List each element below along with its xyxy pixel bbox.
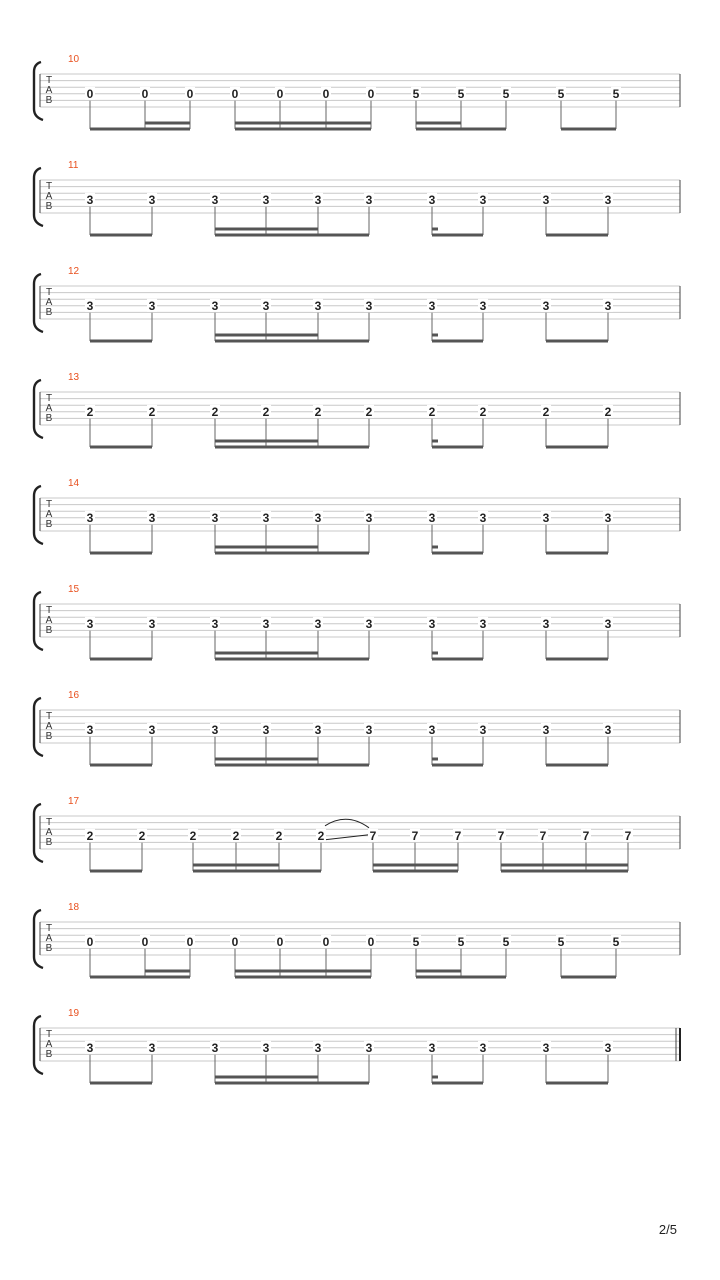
tab-clef-letter: A — [45, 827, 53, 838]
tab-clef-letter: A — [45, 403, 53, 414]
fret-number: 3 — [428, 192, 436, 207]
fret-number: 2 — [86, 828, 94, 843]
fret-number: 3 — [148, 616, 156, 631]
tab-clef-letter: A — [45, 933, 53, 944]
fret-number: 5 — [457, 86, 465, 101]
fret-number: 3 — [86, 298, 94, 313]
fret-number: 3 — [262, 722, 270, 737]
tab-clef-letter: B — [45, 1049, 53, 1060]
fret-number: 2 — [232, 828, 240, 843]
tab-clef-letter: B — [45, 413, 53, 424]
fret-number: 3 — [365, 192, 373, 207]
fret-number: 0 — [231, 934, 239, 949]
system-bracket — [34, 274, 43, 332]
system-bracket — [34, 804, 43, 862]
fret-number: 3 — [365, 722, 373, 737]
fret-number: 3 — [604, 1040, 612, 1055]
fret-number: 3 — [211, 298, 219, 313]
fret-number: 3 — [148, 298, 156, 313]
tab-clef-letter: T — [45, 499, 53, 510]
fret-number: 3 — [365, 510, 373, 525]
fret-number: 5 — [412, 86, 420, 101]
fret-number: 3 — [262, 298, 270, 313]
fret-number: 3 — [86, 722, 94, 737]
fret-number: 3 — [211, 1040, 219, 1055]
fret-number: 3 — [211, 192, 219, 207]
fret-number: 3 — [314, 510, 322, 525]
fret-number: 5 — [612, 86, 620, 101]
fret-number: 2 — [604, 404, 612, 419]
fret-number: 3 — [428, 1040, 436, 1055]
fret-number: 3 — [604, 510, 612, 525]
tab-clef-letter: T — [45, 287, 53, 298]
fret-number: 0 — [276, 86, 284, 101]
fret-number: 3 — [314, 192, 322, 207]
tab-clef-letter: B — [45, 95, 53, 106]
fret-number: 2 — [542, 404, 550, 419]
fret-number: 3 — [604, 298, 612, 313]
fret-number: 0 — [141, 86, 149, 101]
fret-number: 3 — [86, 1040, 94, 1055]
fret-number: 3 — [314, 616, 322, 631]
measure-number: 13 — [68, 372, 80, 383]
fret-number: 3 — [479, 1040, 487, 1055]
fret-number: 5 — [557, 934, 565, 949]
fret-number: 7 — [539, 828, 547, 843]
system-bracket — [34, 380, 43, 438]
fret-number: 3 — [314, 1040, 322, 1055]
fret-number: 3 — [211, 510, 219, 525]
tab-clef-letter: B — [45, 307, 53, 318]
tab-clef-letter: A — [45, 721, 53, 732]
fret-number: 7 — [582, 828, 590, 843]
fret-number: 3 — [604, 722, 612, 737]
fret-number: 5 — [502, 934, 510, 949]
tab-clef-letter: B — [45, 519, 53, 530]
fret-number: 7 — [497, 828, 505, 843]
fret-number: 3 — [262, 192, 270, 207]
fret-number: 2 — [138, 828, 146, 843]
system-bracket — [34, 486, 43, 544]
tab-clef-letter: B — [45, 943, 53, 954]
measure-number: 15 — [68, 584, 80, 595]
fret-number: 7 — [411, 828, 419, 843]
tab-clef-letter: B — [45, 837, 53, 848]
fret-number: 5 — [612, 934, 620, 949]
fret-number: 3 — [148, 722, 156, 737]
fret-number: 0 — [322, 86, 330, 101]
tab-clef-letter: A — [45, 191, 53, 202]
fret-number: 2 — [365, 404, 373, 419]
fret-number: 3 — [86, 192, 94, 207]
measure-number: 11 — [68, 160, 79, 171]
fret-number: 0 — [141, 934, 149, 949]
fret-number: 3 — [262, 616, 270, 631]
fret-number: 0 — [231, 86, 239, 101]
tab-clef-letter: A — [45, 85, 53, 96]
fret-number: 3 — [365, 298, 373, 313]
fret-number: 2 — [148, 404, 156, 419]
system-bracket — [34, 1016, 43, 1074]
fret-number: 0 — [186, 86, 194, 101]
fret-number: 2 — [211, 404, 219, 419]
fret-number: 3 — [604, 192, 612, 207]
fret-number: 0 — [86, 86, 94, 101]
fret-number: 7 — [369, 828, 377, 843]
fret-number: 3 — [428, 722, 436, 737]
tab-clef-letter: A — [45, 509, 53, 520]
fret-number: 3 — [86, 616, 94, 631]
fret-number: 3 — [314, 722, 322, 737]
fret-number: 3 — [148, 1040, 156, 1055]
fret-number: 5 — [412, 934, 420, 949]
fret-number: 3 — [262, 1040, 270, 1055]
fret-number: 2 — [314, 404, 322, 419]
fret-number: 2 — [428, 404, 436, 419]
fret-number: 3 — [604, 616, 612, 631]
page-number: 2/5 — [658, 1222, 677, 1237]
fret-number: 2 — [189, 828, 197, 843]
tab-clef-letter: B — [45, 625, 53, 636]
measure-number: 14 — [68, 478, 80, 489]
tab-clef-letter: T — [45, 817, 53, 828]
fret-number: 0 — [186, 934, 194, 949]
fret-number: 3 — [314, 298, 322, 313]
fret-number: 5 — [502, 86, 510, 101]
system-bracket — [34, 168, 43, 226]
tab-clef-letter: A — [45, 1039, 53, 1050]
fret-number: 0 — [322, 934, 330, 949]
fret-number: 3 — [542, 1040, 550, 1055]
fret-number: 3 — [211, 616, 219, 631]
fret-number: 3 — [262, 510, 270, 525]
fret-number: 3 — [542, 616, 550, 631]
measure-number: 18 — [68, 902, 80, 913]
fret-number: 3 — [479, 616, 487, 631]
tab-clef-letter: T — [45, 605, 53, 616]
fret-number: 3 — [479, 510, 487, 525]
fret-number: 2 — [262, 404, 270, 419]
fret-number: 0 — [86, 934, 94, 949]
fret-number: 3 — [211, 722, 219, 737]
fret-number: 2 — [479, 404, 487, 419]
tab-clef-letter: T — [45, 75, 53, 86]
measure-number: 12 — [68, 266, 80, 277]
measure-number: 10 — [68, 54, 80, 65]
fret-number: 7 — [454, 828, 462, 843]
tab-clef-letter: T — [45, 181, 53, 192]
fret-number: 7 — [624, 828, 632, 843]
fret-number: 3 — [542, 510, 550, 525]
measure-number: 17 — [68, 796, 80, 807]
tab-clef-letter: B — [45, 201, 53, 212]
fret-number: 3 — [365, 1040, 373, 1055]
system-bracket — [34, 698, 43, 756]
tab-clef-letter: A — [45, 297, 53, 308]
fret-number: 3 — [365, 616, 373, 631]
fret-number: 5 — [457, 934, 465, 949]
tab-clef-letter: A — [45, 615, 53, 626]
tab-clef-letter: B — [45, 731, 53, 742]
fret-number: 0 — [367, 934, 375, 949]
fret-number: 3 — [428, 510, 436, 525]
measure-number: 19 — [68, 1008, 80, 1019]
tab-clef-letter: T — [45, 1029, 53, 1040]
fret-number: 3 — [479, 298, 487, 313]
fret-number: 3 — [542, 722, 550, 737]
fret-number: 2 — [275, 828, 283, 843]
tab-clef-letter: T — [45, 711, 53, 722]
system-bracket — [34, 62, 43, 120]
fret-number: 3 — [542, 298, 550, 313]
tie-arc — [325, 819, 369, 828]
fret-number: 3 — [428, 616, 436, 631]
system-bracket — [34, 910, 43, 968]
fret-number: 3 — [148, 192, 156, 207]
fret-number: 2 — [86, 404, 94, 419]
fret-number: 3 — [479, 722, 487, 737]
tab-clef-letter: T — [45, 393, 53, 404]
fret-number: 0 — [367, 86, 375, 101]
fret-number: 5 — [557, 86, 565, 101]
tab-clef-letter: T — [45, 923, 53, 934]
fret-number: 2 — [317, 828, 325, 843]
fret-number: 3 — [428, 298, 436, 313]
fret-number: 3 — [148, 510, 156, 525]
fret-number: 3 — [86, 510, 94, 525]
system-bracket — [34, 592, 43, 650]
fret-number: 0 — [276, 934, 284, 949]
measure-number: 16 — [68, 690, 80, 701]
fret-number: 3 — [542, 192, 550, 207]
fret-number: 3 — [479, 192, 487, 207]
